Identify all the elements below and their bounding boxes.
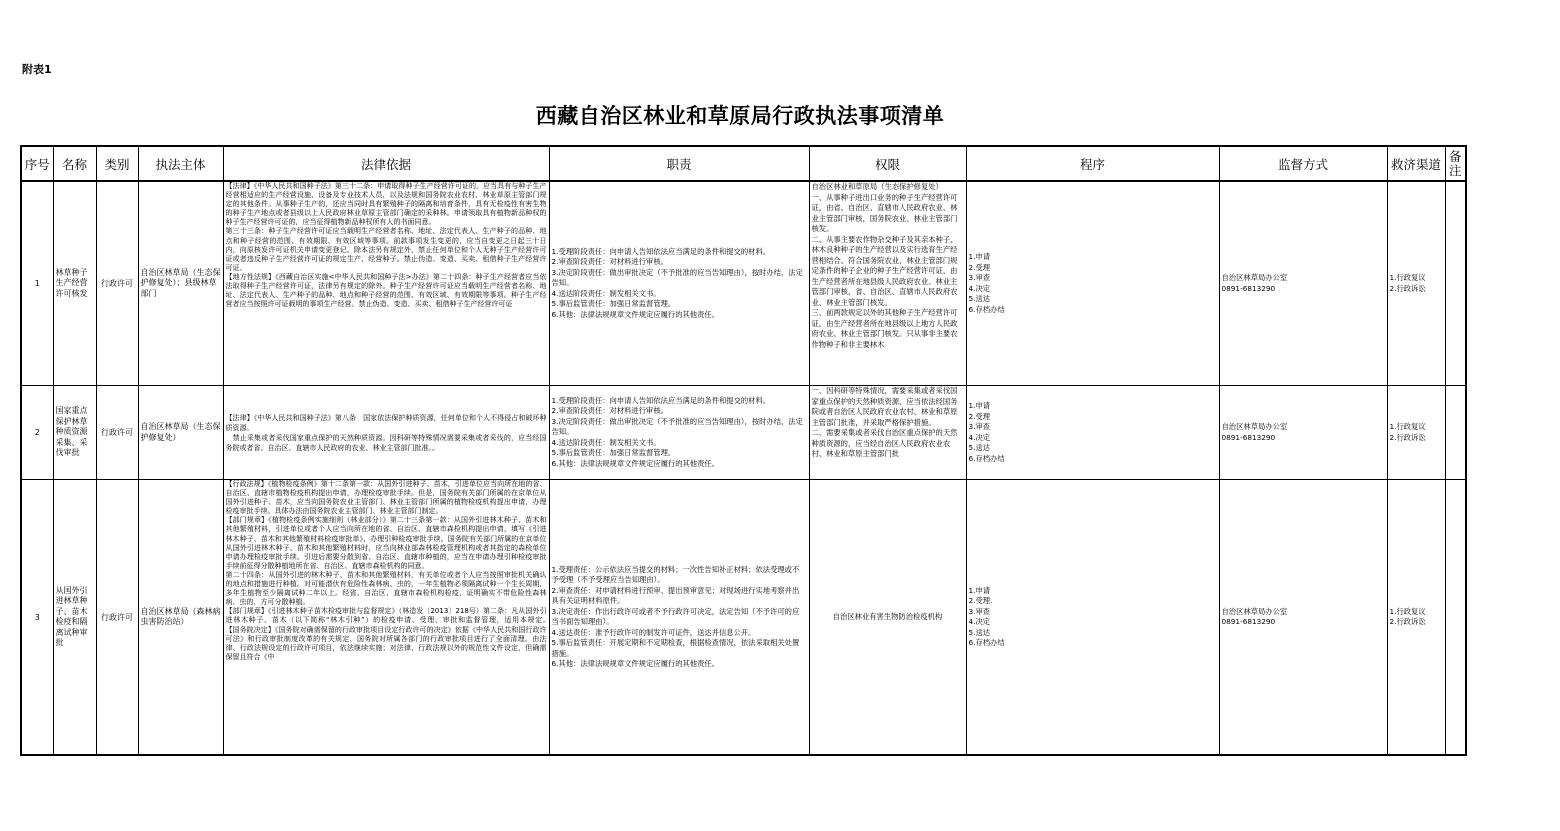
table-row	[21, 480, 1466, 756]
header-supervision: 监督方式	[1219, 146, 1387, 181]
header-procedure: 程序	[966, 146, 1219, 181]
duty-item: 1.受理责任：公示依法应当提交的材料；一次性告知补正材料；依法受理或不予受理（不予受理应当告知理由）。	[551, 564, 800, 584]
cell-category: 行政许可	[96, 480, 138, 756]
header-row	[21, 146, 1466, 181]
cell-note	[1445, 181, 1466, 386]
duty-item: 5.事后监管责任：开展定期和不定期检查，根据检查情况，依法采取相关处置措施。	[551, 638, 800, 658]
appendix-label: 附表1	[22, 63, 52, 76]
cell-seq: 2	[21, 386, 53, 480]
procedure-step: 4.决定	[968, 283, 991, 293]
authority-item: 自治区林业和草原局（生态保护修复处）	[811, 182, 943, 191]
authority-item: 二、需要采集或者采伐自治区重点保护的天然种质资源的，应当经自治区人民政府农业农村、林业和草原主管部门批	[811, 428, 958, 458]
duty-item: 6.其他：法律法规规章文件规定应履行的其他责任。	[551, 659, 719, 668]
table-row	[21, 181, 1466, 386]
page-title: 西藏自治区林业和草原局行政执法事项清单	[535, 103, 945, 128]
supervision-phone: 0891-6813290	[1221, 283, 1276, 293]
procedure-step: 5.送达	[968, 294, 991, 303]
duty-item: 6.其他：法律法规规章文件规定应履行的其他责任。	[551, 309, 719, 319]
cell-authority	[809, 386, 966, 480]
remedy-item: 1.行政复议	[1389, 606, 1426, 616]
cell-procedure	[966, 386, 1219, 480]
cell-name: 从国外引进林草种子、苗木检疫和隔离试种审批	[53, 480, 96, 756]
cell-supervision	[1219, 480, 1387, 756]
remedy-item: 2.行政诉讼	[1389, 617, 1426, 626]
procedure-step: 4.决定	[968, 432, 991, 442]
duty-item: 4.送达阶段责任：制发相关文书。	[551, 437, 661, 447]
duty-item: 2.审查阶段责任：对材料进行审核。	[551, 257, 668, 267]
cell-remedy	[1387, 386, 1445, 480]
cell-remedy	[1387, 181, 1445, 386]
legal-paragraph: 【行政法规】《植物检疫条例》第十二条第一款：从国外引进种子、苗木，引进单位应当向所在地的省、自治区、直辖市植物检疫机构提出申请，办理检疫审批手续。但是，国务院有关部门所属的在京单位从国外引进种子、苗木，应当向国务院农业主管部门、林业主管部门所属的植物检疫机构提出申请，办理检疫审批手续。具体办法由国务院农业主管部门、林业主管部门制定。	[225, 480, 547, 516]
procedure-step: 2.受理.	[968, 596, 993, 605]
duty-item: 5.事后监管责任：加强日常监督管理。	[551, 448, 676, 458]
cell-duties	[549, 386, 809, 480]
header-seq: 序号	[21, 146, 53, 181]
cell-procedure	[966, 181, 1219, 386]
cell-note	[1445, 386, 1466, 480]
header-legal-basis: 法律依据	[223, 146, 549, 181]
procedure-step: 5.送达	[968, 627, 991, 637]
header-duties: 职责	[549, 146, 809, 181]
cell-subject: 自治区林草局（生态保护修复处）；县级林草部门	[138, 181, 223, 386]
duty-item: 3.决定阶段责任：做出审批决定（不予批准的应当告知理由），按时办结，法定告知。	[551, 267, 803, 288]
procedure-step: 3.审查	[968, 606, 991, 616]
header-name: 名称	[53, 146, 96, 181]
procedure-step: 5.送达	[968, 443, 991, 452]
cell-category: 行政许可	[96, 386, 138, 480]
legal-paragraph: 第二十四条：从国外引进的林木种子、苗木和其他繁殖材料，有关单位或者个人应当按照审批机关确认的地点和措施进行种植。对可能潜伏有危险性森林病、虫的，一年生植物必须隔离试种一个生长周期，多年生植物至少隔离试种二年以上。经省、自治区、直辖市森检机构检疫，证明确实不带危险性森林病、虫的，方可分散种植。	[225, 570, 547, 607]
procedure-step: 1.申请	[968, 585, 991, 595]
remedy-item: 1.行政复议	[1389, 273, 1426, 282]
authority-item: 三、前两款规定以外的其他种子生产经营许可证，由生产经营者所在地县级以上地方人民政府农业、林业主管部门核发。只从事非主要农作物种子和非主要林木	[811, 308, 958, 349]
procedure-step: 6.存档办结	[968, 638, 1005, 647]
authority-item: 自治区林业有害生物防治检疫机构	[832, 611, 943, 621]
procedure-step: 1.申请	[968, 401, 991, 410]
cell-legal-basis	[223, 181, 549, 386]
legal-paragraph: 禁止采集或者采伐国家重点保护的天然种质资源。因科研等特殊情况需要采集或者采伐的，应当经国务院或者省、自治区、直辖市人民政府的农业、林业主管部门批准。。	[225, 433, 547, 452]
duty-item: 1.受理阶段责任：向申请人告知依法应当满足的条件和提交的材料。	[551, 395, 771, 405]
authority-item: 二、从事主要农作物杂交种子及其亲本种子、林木良种种子的生产经营以及实行选育生产经营相结合、符合国务院农业、林业主管部门规定条件的种子企业的种子生产经营许可证，由生产经营者所在地县级人民政府农业、林业主管部门审核，省、自治区、直辖市人民政府农业、林业主管部门核发。	[811, 234, 958, 307]
duty-item: 4.送达责任：准予行政许可的制发许可证件，送达并信息公开。	[551, 627, 756, 637]
cell-name: 国家重点保护林草种质资源采集、采伐审批	[53, 386, 96, 480]
procedure-step: 2.受理	[968, 262, 991, 272]
supervision-office: 自治区林草局办公室	[1221, 273, 1288, 282]
procedure-step: 2.受理	[968, 411, 991, 421]
legal-paragraph: 【法律】《中华人民共和国种子法》第三十二条：申请取得种子生产经营许可证的，应当具有与种子生产经营相适应的生产经营设施、设备及专业技术人员，以及法规和国务院农业农村、林业草原主管部门规定的其他条件。从事种子生产的，还应当同时具有繁殖种子的隔离和培育条件，具有无检疫性有害生物的种子生产地点或者县级以上人民政府林业草原主管部门确定的采种林。申请领取具有植物新品种权的种子生产经营许可证的，应当征得植物新品种权所有人的书面同意。	[225, 182, 547, 227]
cell-name: 林草种子生产经营许可核发	[53, 181, 96, 386]
cell-seq: 3	[21, 480, 53, 756]
cell-legal-basis	[223, 386, 549, 480]
supervision-phone: 0891-6813290	[1221, 432, 1276, 442]
procedure-step: 6.存档办结	[968, 453, 1005, 463]
duty-item: 5.事后监管责任：加强日常监督管理。	[551, 299, 676, 309]
supervision-phone: 0891-6813290	[1221, 617, 1276, 626]
cell-subject: 自治区林草局（森林病虫害防治站）	[138, 480, 223, 756]
procedure-step: 1.申请	[968, 252, 991, 261]
procedure-step: 6.存档办结	[968, 304, 1005, 314]
remedy-item: 2.行政诉讼	[1389, 283, 1426, 293]
cell-legal-basis	[223, 480, 549, 756]
legal-paragraph: 【法律】《中华人民共和国种子法》第八条 国家依法保护种质资源，任何单位和个人不得侵占和破坏种质资源。	[225, 413, 547, 432]
supervision-office: 自治区林草局办公室	[1221, 606, 1288, 616]
header-category: 类别	[96, 146, 138, 181]
legal-paragraph: 【部门规章】《引进林木种子苗木检疫审批与监督规定》（林造发〔2013〕218号）第二条：凡从国外引进林木种子、苗木（以下简称“林木引种”）的检疫申请、受理、审批和监督管理，适用本规定。 【国务院决定】《国务院对确需保留的行政审批项目设定行政许可的决定》依据《中华人民共和国行政许可法》和行政审批制度改革的有关规定，国务院对所属各部门的行政审批项目进行了全面清理。由法律、行政法规设定的行政许可项目，依法继续实施；对法律、行政法规以外的规范性文件设定，但确需保留且符合《中	[225, 607, 547, 661]
cell-supervision	[1219, 386, 1387, 480]
table-row	[21, 386, 1466, 480]
duty-item: 2.审查阶段责任：对材料进行审核。	[551, 406, 668, 416]
authority-item: 一、因科研等特殊情况，需要采集或者采伐国家重点保护的天然种质资源，应当依法经国务院或者自治区人民政府农业农村、林业和草原主管部门批准，并采取严格保护措施。	[811, 386, 958, 427]
remedy-item: 2.行政诉讼	[1389, 432, 1426, 442]
header-remedy: 救济渠道	[1387, 146, 1445, 181]
cell-seq: 1	[21, 181, 53, 386]
duty-item: 3.决定阶段责任：做出审批决定（不予批准的应当告知理由），按时办结，法定告知。	[551, 416, 803, 437]
legal-paragraph: 【地方性法规】《西藏自治区实施<中华人民共和国种子法>办法》第二十四条：种子生产经营者应当依法取得种子生产经营许可证，法律另有规定的除外。种子生产经营许可证应当载明生产经营者名称、地址、法定代表人、生产种子的品种、地点和种子经营的范围、有效区域、有效期限等事项。种子生产经营者应当按照许可证载明的事项生产经营。禁止伪造、变造、买卖、租借种子生产经营许可证	[225, 272, 547, 309]
procedure-step: 4.决定	[968, 617, 991, 626]
legal-paragraph: 第三十三条：种子生产经营许可证应当载明生产经营者名称、地址、法定代表人、生产种子的品种、地点和种子经营的范围、有效期限、有效区域等事项。前款事项发生变更的，应当自变更之日起三十日内，向原核发许可证机关申请变更登记。除本法另有规定外，禁止任何单位和个人无种子生产经营许可证或者违反种子生产经营许可证的规定生产、经营种子。禁止伪造、变造、买卖、租借种子生产经营许可证。	[225, 227, 547, 272]
cell-duties	[549, 181, 809, 386]
cell-procedure	[966, 480, 1219, 756]
cell-authority	[809, 480, 966, 756]
remedy-item: 1.行政复议	[1389, 422, 1426, 431]
header-subject: 执法主体	[138, 146, 223, 181]
duty-item: 3.决定责任：作出行政许可或者不予行政许可决定，法定告知（不予许可的应当书面告知理由）。	[551, 606, 800, 626]
cell-category: 行政许可	[96, 181, 138, 386]
cell-remedy	[1387, 480, 1445, 756]
header-note: 备注	[1445, 146, 1466, 181]
cell-subject: 自治区林草局（生态保护修复处）	[138, 386, 223, 480]
duty-item: 4.送达阶段责任：制发相关文书。	[551, 288, 661, 298]
cell-note	[1445, 480, 1466, 756]
duty-item: 1.受理阶段责任：向申请人告知依法应当满足的条件和提交的材料。	[551, 246, 771, 256]
procedure-step: 3.审查	[968, 422, 991, 431]
authority-item: 一、从事种子进出口业务的种子生产经营许可证，由省、自治区、直辖市人民政府农业、林业主管部门审核，国务院农业、林业主管部门核发。	[811, 192, 958, 233]
duty-item: 2.审查责任：对申请材料进行预审、提出预审意见；对现场进行实地考察并出具有关证明材料原件。	[551, 585, 800, 605]
cell-duties	[549, 480, 809, 756]
legal-paragraph: 【部门规章】《植物检疫条例实施细则（林业部分）》第二十三条第一款：从国外引进林木种子、苗木和其他繁殖材料，引进单位或者个人应当向所在地的省、自治区、直辖市森检机构提出申请，填写《引进林木种子、苗木和其他繁殖材料检疫审批单》，办理引种检疫审批手续。国务院有关部门所属的在京单位从国外引进林木种子、苗木和其他繁殖材料时，应当向林业部森林检疫管理机构或者其指定的森检单位申请办理检疫审批手续。引进后需要分散到省、自治区、直辖市种植的，应当在申请办理引种检疫审批手续前征得分散种植地所在省、自治区、直辖市森检机构的同意。	[225, 516, 547, 570]
supervision-office: 自治区林草局办公室	[1221, 422, 1288, 431]
header-authority: 权限	[809, 146, 966, 181]
enforcement-table	[20, 145, 1467, 756]
duty-item: 6.其他：法律法规规章文件规定应履行的其他责任。	[551, 458, 719, 468]
cell-supervision	[1219, 181, 1387, 386]
cell-authority	[809, 181, 966, 386]
procedure-step: 3.审查	[968, 273, 991, 282]
